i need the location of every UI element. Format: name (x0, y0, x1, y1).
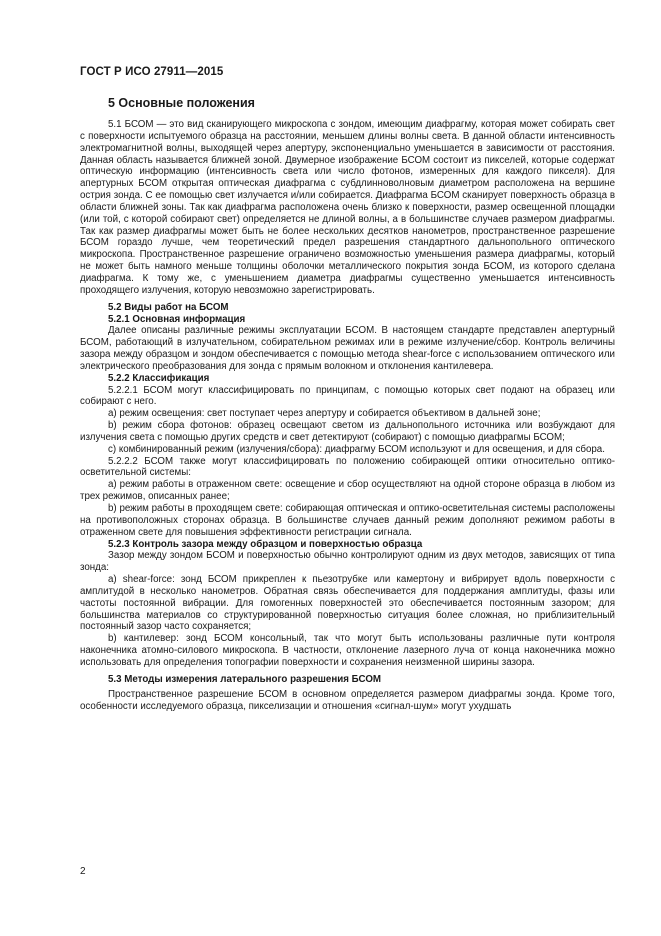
subsection-heading: 5.2 Виды работ на БСОМ (108, 301, 229, 313)
list-item: b) режим сбора фотонов: образец освещают светом из дальнопольного источника или возбуждают для излучения света с помощью других средств и свет детектируют (собирают) с помощью диафрагмы БСОМ; (80, 420, 615, 443)
page-number: 2 (80, 866, 86, 877)
paragraph: 5.1 БСОМ — это вид сканирующего микроскопа с зондом, имеющим диафрагму, которая может собирать свет с поверхности испытуемого образца на расстоянии, меньшем длины волны света. В данной области интенсивность электромагнитной волны, выходящей через апертуру, экспоненциально уменьшается в зависимости от расстояния. Данная область называется ближней зоной. Двумерное изображение БСОМ состоит из пикселей, которые содержат оптическую информацию (интенсивность света или число фотонов, измеренных для каждого пикселя). Для апертурных БСОМ открытая оптическая диафрагма с субдлинноволновым диаметром расположена на вершине острия зонда. С ее помощью свет излучается и/или собирается. Диафрагма БСОМ сканирует поверхность образца в области ближней зоны. Так как диафрагма расположена очень близко к поверхности, размер освещенной площадки (или той, с которой собирают свет) определяется не длиной волны, а в большинстве случаев размером диафрагмы. Так как размер диафрагмы может быть не более нескольких десятков нанометров, пространственное разрешение БСОМ гораздо лучше, чем теоретический предел разрешения стандартного дальнопольного оптического микроскопа. Пространственное разрешение ограничено возможностью уменьшения размера диафрагмы, который не может быть намного меньше толщины оболочки металлического покрытия зонда БСОМ, из которого сделана диафрагма. К тому же, с уменьшением диаметра диафрагмы существенно уменьшается интенсивность проходящего излучения, которую невозможно зарегистрировать. (80, 119, 615, 296)
paragraph: 5.2.2.2 БСОМ также могут классифицировать по положению собирающей оптики относительно оптико-осветительной системы: (80, 455, 615, 479)
subsection-heading: 5.3 Методы измерения латерального разрешения БСОМ (108, 673, 382, 685)
list-item: а) shear-force: зонд БСОМ прикреплен к пьезотрубке или камертону и вибрирует вдоль поверхности с амплитудой в несколько нанометров. Обратная связь обеспечивается для поддержания амплитуды, фазы или частоты постоянной вибрации. Для гомогенных поверхностей это обеспечивается постоянным зазором; для большинства материалов со структурированной поверхностью ситуация более сложная, но приблизительный постоянный зазор часто сохраняется; (80, 574, 615, 633)
subsubsection-heading: 5.2.3 Контроль зазора между образцом и поверхностью образца (108, 538, 423, 550)
list-item: а) режим работы в отраженном свете: освещение и сбор осуществляют на одной стороне образца в любом из трех режимов, описанных ранее; (80, 479, 615, 503)
list-item: а) режим освещения: свет поступает через апертуру и собирается объективом в дальней зоне; (108, 408, 541, 420)
list-item: b) режим работы в проходящем свете: собирающая оптическая и оптико-осветительная системы расположены на противоположных сторонах образца. В большинстве случаев данный режим дополняют режимом работы в отраженном свете для повышения эффективности регистрации сигнала. (80, 503, 615, 538)
paragraph: Далее описаны различные режимы эксплуатации БСОМ. В настоящем стандарте представлен апертурный БСОМ, работающий в излучательном, собирательном режимах или в режиме излучение/сбор. Контроль величины зазора между образцом и зондом обеспечивается с помощью метода shear-force с использованием оптического или электрического преобразования для зонда с прямым волокном и отклонения кантилевера. (80, 325, 615, 372)
list-item: b) кантилевер: зонд БСОМ консольный, так что могут быть использованы различные пути контроля наконечника атомно-силового микроскопа. В частности, отклонение лазерного луча от конца наконечника можно использовать для определения топографии поверхности и сохранения неизменной ширины зазора. (80, 633, 615, 668)
subsubsection-heading: 5.2.1 Основная информация (108, 313, 246, 325)
list-item: c) комбинированный режим (излучения/сбора): диафрагму БСОМ используют и для освещения, и для сбора. (108, 443, 605, 455)
paragraph: 5.2.2.1 БСОМ могут классифицировать по принципам, с помощью которых свет подают на образец или собирают с него. (80, 384, 615, 408)
document-header: ГОСТ Р ИСО 27911—2015 (80, 66, 224, 78)
document-body (80, 96, 615, 712)
subsubsection-heading: 5.2.2 Классификация (108, 372, 210, 384)
paragraph: Зазор между зондом БСОМ и поверхностью обычно контролируют одним из двух методов, зависящих от типа зонда: (80, 550, 615, 574)
paragraph: Пространственное разрешение БСОМ в основном определяется размером диафрагмы зонда. Кроме того, особенности исследуемого образца, пикселизации и отношения «сигнал-шум» могут ухудшать (80, 688, 615, 712)
section-heading: 5 Основные положения (108, 96, 255, 110)
